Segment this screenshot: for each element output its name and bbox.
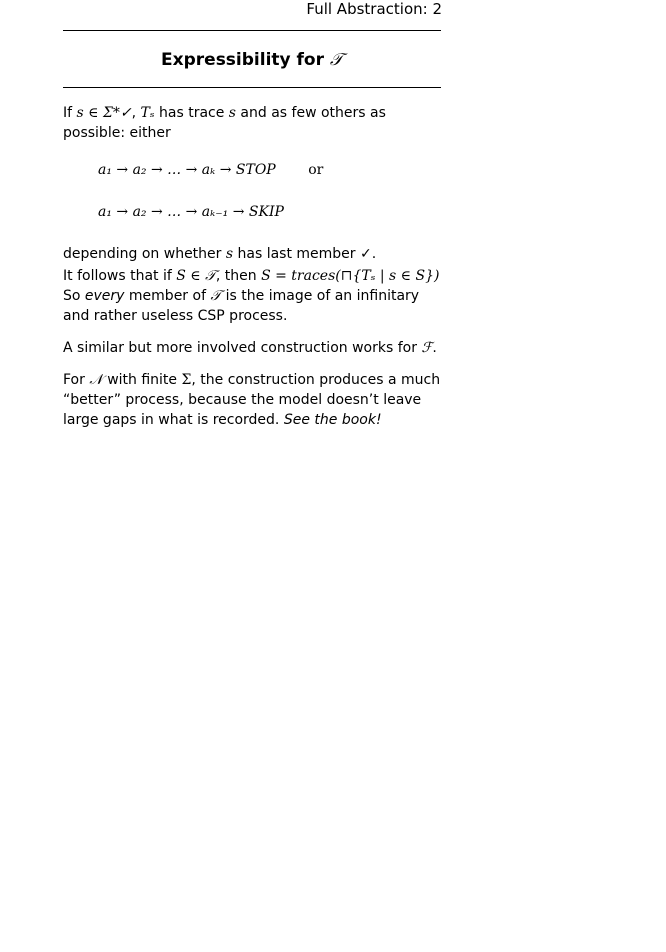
p5-text-c: , the construction produces a much “better” process, because the model doesn’t leave large gaps in what is recorded.	[63, 372, 441, 428]
p1-text-d: and as few others as possible: either	[63, 105, 386, 141]
p4-text-b: .	[432, 340, 437, 356]
paragraph-last-member	[63, 244, 441, 264]
p3-math-t: 𝒯	[210, 288, 222, 304]
paragraph-n-model	[63, 370, 441, 430]
p5-text-a: For	[63, 372, 90, 388]
page-header-title: Full Abstraction: 2	[306, 0, 442, 18]
bottom-rule	[63, 87, 441, 88]
display-or: or	[308, 162, 324, 178]
p1-text-a: If	[63, 105, 77, 121]
p3-text-b: , then	[215, 268, 262, 284]
p1-math-s: s	[228, 105, 236, 121]
p5-math-sigma: Σ	[181, 372, 192, 388]
top-rule	[63, 30, 441, 31]
display-skip-expr: a₁ → a₂ → … → aₖ₋₁ → SKIP	[98, 204, 284, 220]
p2-text-a: depending on whether	[63, 246, 226, 262]
p3-math-traces: S = traces(⊓{Tₛ | s ∈ S})	[261, 268, 440, 284]
p4-math-f: ℱ	[421, 340, 433, 356]
p1-math-s-in-sigma: s ∈ Σ*✓	[76, 105, 132, 121]
p4-text-a: A similar but more involved construction works for	[63, 340, 422, 356]
p3-text-e: is the image of an infinitary and rather useless CSP process.	[63, 288, 420, 324]
slide-title	[63, 49, 441, 71]
p5-emphasis-see-book: See the book!	[283, 412, 382, 428]
display-stop-process	[98, 160, 323, 180]
p2-text-b: has last member ✓.	[233, 246, 377, 262]
display-skip-process	[98, 202, 284, 222]
p3-text-a: It follows that if	[63, 268, 177, 284]
paragraph-failures-construction	[63, 338, 441, 358]
p2-math-s: s	[225, 246, 234, 262]
p1-text-b: ,	[131, 105, 141, 121]
p5-math-n: 𝒩	[89, 372, 103, 388]
p3-text-d: member of	[124, 288, 211, 304]
paragraph-content-block	[63, 244, 441, 430]
p1-text-c: has trace	[154, 105, 229, 121]
paragraph-trace-definition	[63, 103, 441, 143]
display-stop-expr: a₁ → a₂ → … → aₖ → STOP	[98, 162, 276, 178]
paragraph-follows	[63, 266, 441, 326]
p1-math-ts: Tₛ	[140, 105, 155, 121]
p3-math-s-in-t: S ∈ 𝒯	[176, 268, 216, 284]
p3-emphasis-every: every	[84, 288, 125, 304]
slide-title-math: 𝒯	[329, 50, 343, 70]
p5-text-b: with finite	[102, 372, 182, 388]
p3-text-c: So	[63, 288, 85, 304]
slide-title-text: Expressibility for	[161, 50, 324, 70]
